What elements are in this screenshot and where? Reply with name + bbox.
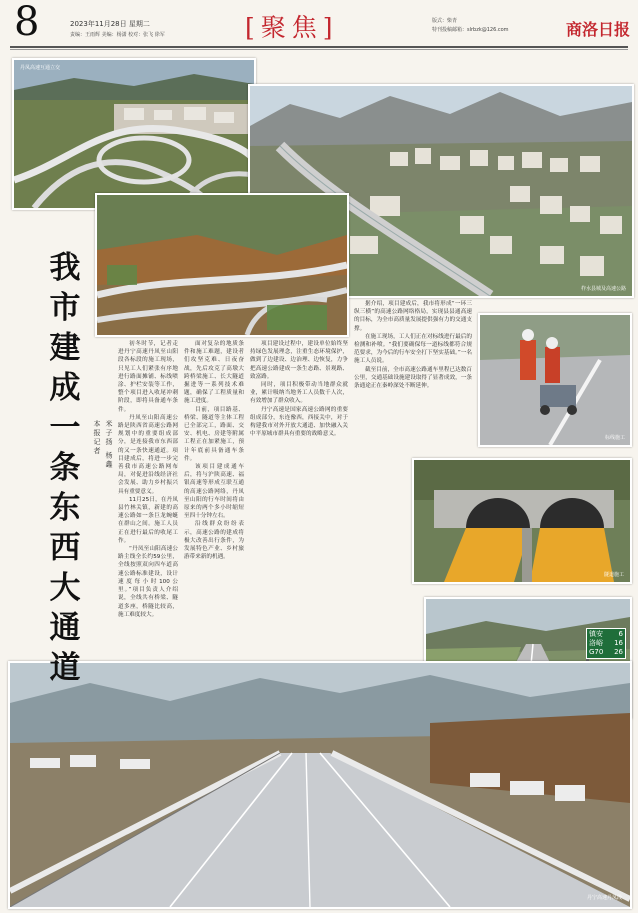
- article-paragraph: 11月25日，在丹凤县竹林关镇，新建的高速公路如一条巨龙蜿蜒在群山之间。施工人员正在进行最后的收尾工作。: [118, 496, 178, 544]
- section-title: [245, 8, 339, 44]
- headline-char: 条: [49, 450, 81, 486]
- article-column: [118, 340, 178, 656]
- reporter-label: 本报记者: [93, 420, 101, 456]
- sign-distance: 26: [614, 648, 623, 656]
- publication-date: 2023年11月28日 星期二: [70, 20, 150, 28]
- sign-distance: 6: [618, 630, 623, 638]
- article-paragraph: 面对复杂的地质条件和施工难题，建设者们攻坚克难、日夜奋战，先后攻克了高墩大跨桥梁施工、长大隧道掘进等一系列技术难题，确保了工程质量和施工进度。: [184, 341, 244, 405]
- article-paragraph: 该项目建成通车后，将与沪陕高速、福银高速等形成互联互通的高速公路网络，丹凤至山阳的行车时间将由原来的两个多小时缩短至四十分钟左右。: [184, 464, 244, 520]
- photo-caption: 标线施工: [604, 435, 625, 441]
- sign-destination: 洛峪: [589, 639, 603, 647]
- headline-char: 我: [49, 250, 81, 286]
- headline-char: 建: [49, 330, 81, 366]
- article-paragraph: “丹凤至山阳高速公路主线全长约59公里，全线按照双向四车道高速公路标准建设，设计速度每小时100公里。”项目负责人介绍说，全线共有桥梁、隧道多座，桥隧比较高，施工难度较大。: [118, 546, 178, 618]
- article-paragraph: 同时，项目积极带动当地群众就业，累计吸纳当地务工人员数千人次，有效增加了群众收入。: [250, 382, 348, 405]
- photo-highway-panorama: [8, 661, 632, 909]
- headline-char: 成: [49, 370, 81, 406]
- sign-distance: 16: [614, 639, 623, 647]
- headline-char: 西: [49, 530, 81, 566]
- article-paragraph: 据介绍，项目建成后，我市将形成“一环三纵三横”的高速公路网络格局，实现县县通高速的目标，为全市高质量发展提供强有力的交通支撑。: [354, 301, 472, 332]
- article-paragraph: 沿线群众纷纷表示，高速公路的建成将极大改善出行条件，为发展特色产业、乡村旅游带来新的机遇。: [184, 521, 244, 561]
- reporter-names: 米子扬 杨鑫: [105, 420, 113, 470]
- article-column: [184, 340, 244, 656]
- publication-info: [432, 17, 509, 35]
- header-rule: [10, 46, 628, 48]
- bracket-right: ]: [322, 13, 339, 42]
- photo-caption: 柞水县城及高速公路: [580, 286, 626, 292]
- photo-mountain-interchange: [95, 193, 349, 337]
- article-paragraph: 截至目前，全市高速公路通车里程已达数百公里，交通基础设施建设取得了显著成效，一条条通途正在秦岭深处不断延伸。: [354, 366, 472, 390]
- headline-char: 通: [49, 610, 81, 646]
- road-sign: [586, 628, 626, 659]
- article-paragraph: 目前，项目路基、桥梁、隧道等主体工程已全部完工，路面、交安、机电、房建等附属工程正在加紧施工，预计年底前具备通车条件。: [184, 406, 244, 462]
- photo-caption: 隧道施工: [603, 572, 624, 578]
- headline-char: 东: [49, 490, 81, 526]
- article-paragraph: 初冬时节，记者走进丹宁高速丹凤至山阳段各标段的施工现场，只见工人们紧张有序地进行路面摊铺、标线喷涂、护栏安装等工作，整个项目进入收尾冲刺阶段，即将具备通车条件。: [118, 341, 178, 413]
- photo-caption: 丹宁高速丹凤段: [586, 895, 622, 901]
- sign-row: [589, 630, 623, 639]
- photo-interchange: [12, 58, 256, 210]
- photo-road-marking: [478, 313, 632, 447]
- submission-email: 特刊投稿邮箱：slrbzk@126.com: [432, 27, 509, 33]
- article-column: [354, 300, 472, 656]
- headline-char: 一: [49, 410, 81, 446]
- article-paragraph: 在施工现场，工人们正在对标线进行最后的检测和补喷。“我们要确保每一道标线都符合规范要求，为今后的行车安全打下坚实基础。”一名施工人员说。: [354, 333, 472, 365]
- section-label: 聚焦: [260, 13, 323, 42]
- headline-char: 大: [49, 570, 81, 606]
- header-rule-thin: [10, 49, 628, 50]
- sign-destination: G70: [589, 648, 604, 656]
- headline-char: 道: [49, 650, 81, 686]
- page-number: 8: [14, 0, 40, 45]
- article-column: [250, 340, 348, 656]
- bracket-left: [: [245, 13, 261, 42]
- sign-row: [589, 648, 623, 657]
- headline-char: 市: [49, 290, 81, 326]
- article-paragraph: 项目建设过程中，建设单位始终坚持绿色发展理念，注重生态环境保护，做到了边建设、边治理、边恢复，力争把高速公路建成一条生态路、景观路、致富路。: [250, 341, 348, 380]
- newspaper-logo: 商洛日报: [566, 20, 631, 39]
- article-paragraph: 丹宁高速是国家高速公路网的重要组成部分，东连豫西，西接关中，对于构建我市对外开放大通道、加快融入关中平原城市群具有重要的战略意义。: [250, 406, 348, 438]
- editor-credits: 责编：王雨辉 美编：杨潇 校对：张飞 徐军: [70, 32, 165, 38]
- sign-row: [589, 639, 623, 648]
- sign-destination: 镇安: [589, 630, 603, 638]
- layout-credit: 版式：柴青: [432, 18, 458, 24]
- photo-caption: 丹凤高速互通立交: [20, 65, 61, 71]
- article-paragraph: 丹凤至山阳高速公路是陕西省高速公路网规划中的重要组成部分，是连接我市东西部的又一条快速通道。项目建成后，将进一步完善我市高速公路网布局，对促进沿线经济社会发展、助力乡村振兴具有重要意义。: [118, 414, 178, 495]
- headline: [45, 248, 85, 688]
